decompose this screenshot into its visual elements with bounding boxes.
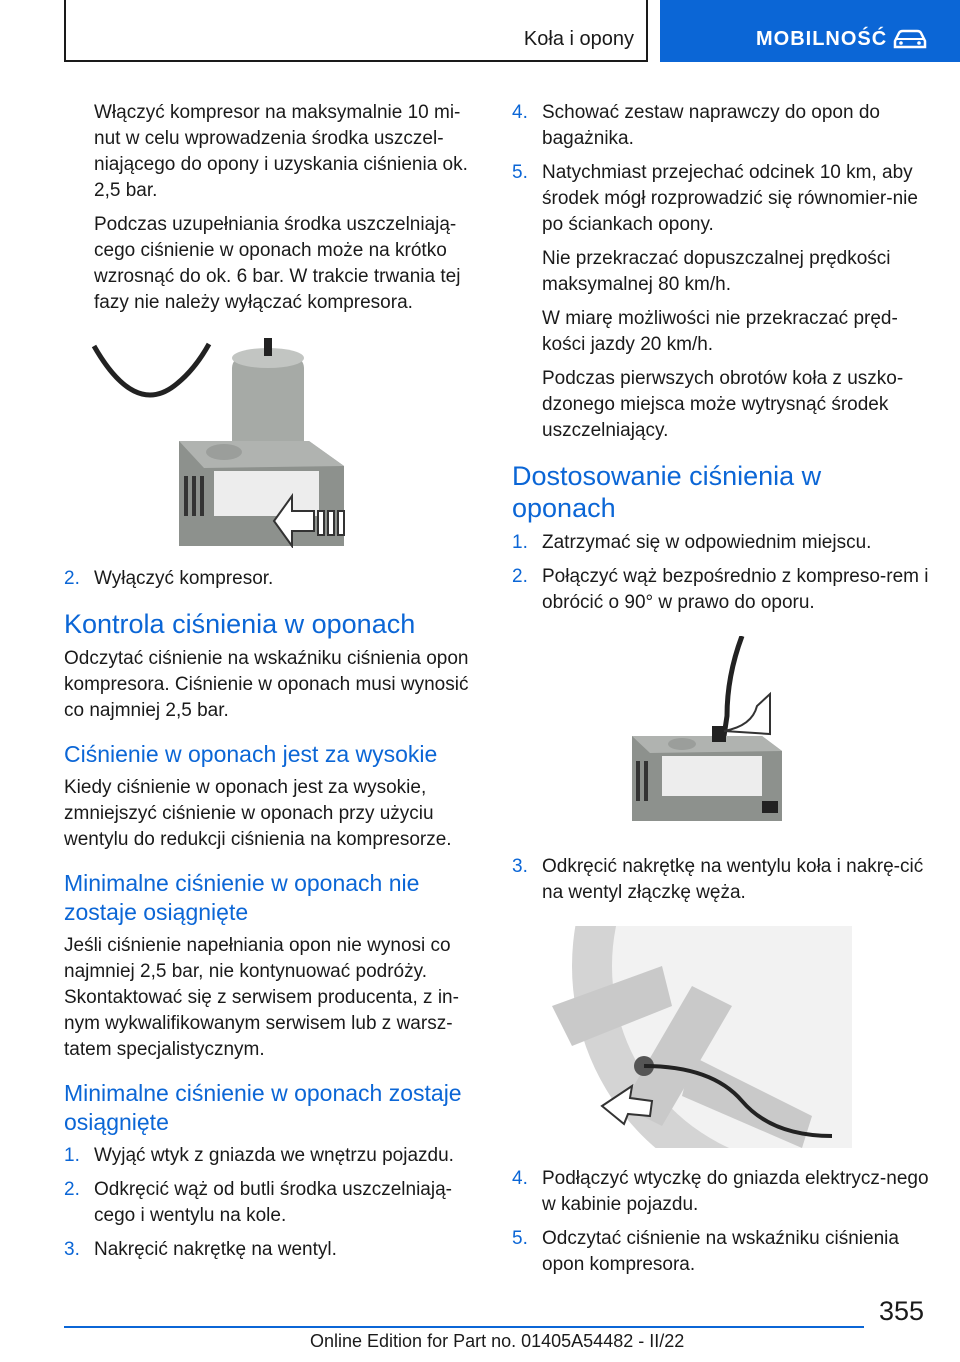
step-text: Wyjąć wtyk z gniazda we wnętrzu pojazdu. xyxy=(94,1145,454,1166)
step-text: Natychmiast przejechać odcinek 10 km, aby środek mógł rozprowadzić się równomier‐nie po ściankach opony. xyxy=(542,162,918,235)
paragraph: Włączyć kompresor na maksymalnie 10 mi‐nut w celu wprowadzenia środka uszczel‐niającego do opony i uzyskania ciśnienia ok. 2,5 bar. xyxy=(94,102,468,201)
step-item xyxy=(64,566,484,592)
paragraph: Kiedy ciśnienie w oponach jest za wysokie, zmniejszyć ciśnienie w oponach przy użyciu wentylu do redukcji ciśnienia na kompresorze. xyxy=(64,777,452,850)
paragraph: Nie przekraczać dopuszczalnej prędkości maksymalnej 80 km/h. xyxy=(542,248,891,295)
step-text: Nakręcić nakrętkę na wentyl. xyxy=(94,1239,337,1260)
step-item xyxy=(512,100,932,152)
footer-divider xyxy=(64,1326,864,1328)
step-number: 3. xyxy=(64,1239,80,1260)
step-number: 4. xyxy=(512,1168,528,1189)
heading-dostosowanie: Dostosowanie ciśnienia w oponach xyxy=(512,461,822,523)
step-number: 2. xyxy=(64,568,80,589)
step-text: Połączyć wąż bezpośrednio z kompreso‐rem i obrócić o 90° w prawo do oporu. xyxy=(542,566,929,613)
step-text: Zatrzymać się w odpowiednim miejscu. xyxy=(542,532,872,553)
step-item xyxy=(512,1226,932,1278)
hose-connection-illustration xyxy=(512,636,932,836)
step-item xyxy=(64,1143,484,1169)
chapter-title: Koła i opony xyxy=(523,28,634,50)
header-section-box xyxy=(660,0,960,62)
heading-nie-osiagniete: Minimalne ciśnienie w oponach nie zostaje osiągnięte xyxy=(64,870,420,925)
step-number: 5. xyxy=(512,162,528,183)
right-column xyxy=(512,100,932,1286)
paragraph: Podczas pierwszych obrotów koła z uszko‐dzonego miejsca może wytrysnąć środek uszczelniający. xyxy=(542,368,904,441)
step-item xyxy=(512,854,932,906)
header-chapter-box xyxy=(64,0,648,62)
paragraph: Podczas uzupełniania środka uszczelniają‐cego ciśnienie w oponach może na krótko wzrosnąć do ok. 6 bar. W trakcie trwania tej fazy nie należy wyłączać kompresora. xyxy=(94,214,461,313)
step-number: 3. xyxy=(512,856,528,877)
section-title: MOBILNOŚĆ xyxy=(756,28,888,50)
step-text: Odkręcić wąż od butli środka uszczelniają‐cego i wentylu na kole. xyxy=(94,1179,452,1226)
step-text: Odkręcić nakrętkę na wentylu koła i nakrę‐cić na wentyl złączkę węża. xyxy=(542,856,924,903)
car-icon xyxy=(892,28,928,50)
paragraph: Jeśli ciśnienie napełniania opon nie wynosi co najmniej 2,5 bar, nie kontynuować podróży. Skontaktować się z serwisem producenta, z in‐nym wykwalifikowanym serwisem lub z warsz‐tatem specjalistycznym. xyxy=(64,935,459,1060)
step-text: Wyłączyć kompresor. xyxy=(94,568,274,589)
step-number: 5. xyxy=(512,1228,528,1249)
step-item xyxy=(512,160,932,238)
step-text: Odczytać ciśnienie na wskaźniku ciśnienia opon kompresora. xyxy=(542,1228,899,1275)
step-number: 1. xyxy=(64,1145,80,1166)
heading-za-wysokie: Ciśnienie w oponach jest za wysokie xyxy=(64,741,438,767)
step-item xyxy=(64,1237,484,1263)
step-number: 2. xyxy=(64,1179,80,1200)
heading-kontrola: Kontrola ciśnienia w oponach xyxy=(64,609,416,639)
page-number: 355 xyxy=(878,1296,924,1326)
step-item xyxy=(512,564,932,616)
left-column xyxy=(64,100,484,1271)
paragraph: Odczytać ciśnienie na wskaźniku ciśnienia opon kompresora. Ciśnienie w oponach musi wynosić co najmniej 2,5 bar. xyxy=(64,648,469,721)
paragraph: W miarę możliwości nie przekraczać pręd‐kości jazdy 20 km/h. xyxy=(542,308,898,355)
step-item xyxy=(64,1177,484,1229)
step-number: 1. xyxy=(512,532,528,553)
step-text: Podłączyć wtyczkę do gniazda elektrycz‐nego w kabinie pojazdu. xyxy=(542,1168,929,1215)
wheel-valve-illustration xyxy=(512,926,932,1148)
step-number: 4. xyxy=(512,102,528,123)
compressor-illustration xyxy=(64,336,484,548)
heading-osiagniete: Minimalne ciśnienie w oponach zostaje osiągnięte xyxy=(64,1080,462,1135)
step-item xyxy=(512,530,932,556)
footer-edition: Online Edition for Part no. 01405A54482 - II/22 xyxy=(310,1331,685,1351)
step-number: 2. xyxy=(512,566,528,587)
step-text: Schować zestaw naprawczy do opon do bagażnika. xyxy=(542,102,880,149)
step-item xyxy=(512,1166,932,1218)
